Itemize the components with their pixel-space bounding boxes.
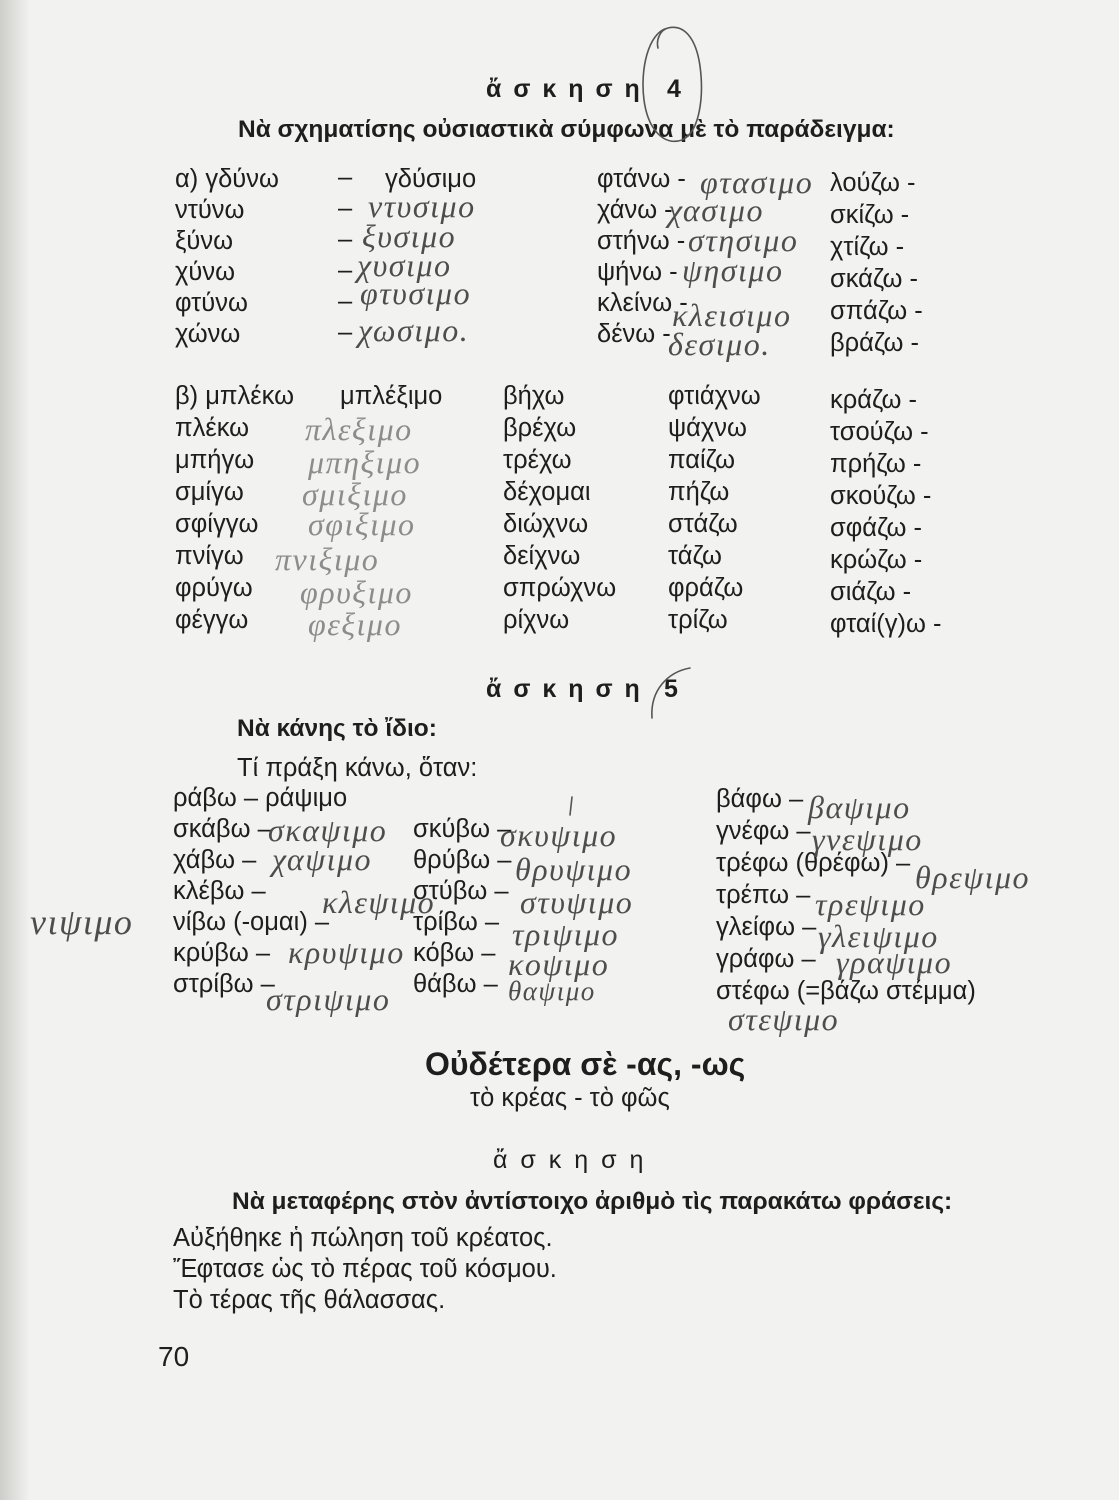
handwritten-answer: φρυξιμο bbox=[300, 574, 413, 610]
verb-item: χώνω bbox=[175, 320, 241, 348]
dash: – bbox=[338, 318, 353, 346]
sentence-item: Τὸ τέρας τῆς θάλασσας. bbox=[173, 1286, 446, 1314]
verb-item: πήζω bbox=[668, 478, 730, 506]
verb-item: τρέφω (θρέφω) – bbox=[716, 849, 911, 877]
handwritten-answer: στησιμο bbox=[688, 222, 799, 258]
verb-item: φτάνω - bbox=[597, 165, 686, 193]
handwritten-answer: χασιμο bbox=[668, 192, 764, 228]
last-exercise-instruction: Νὰ μεταφέρης στὸν ἀντίστοιχο ἀριθμὸ τὶς παρακάτω φράσεις: bbox=[232, 1188, 953, 1215]
verb-item: φράζω bbox=[668, 574, 744, 602]
sentence-item: Ἔφτασε ὡς τὸ πέρας τοῦ κόσμου. bbox=[173, 1255, 557, 1283]
verb-item: σπρώχνω bbox=[503, 574, 617, 602]
exercise-5-instruction: Νὰ κάνης τὸ ἴδιο: bbox=[237, 715, 437, 742]
handwritten-answer: θρυψιμο bbox=[515, 851, 633, 887]
verb-item: βήχω bbox=[503, 382, 565, 410]
verb-item: σιάζω - bbox=[830, 578, 912, 606]
handwritten-answer: ξυσιμο bbox=[362, 218, 457, 254]
verb-item: δέχομαι bbox=[503, 478, 591, 506]
handwritten-answer: φτυσιμο bbox=[360, 275, 472, 311]
dash: – bbox=[338, 194, 353, 222]
verb-item: σπάζω - bbox=[830, 297, 923, 325]
handwritten-answer: μπηξιμο bbox=[308, 444, 422, 480]
verb-item: νίβω (-ομαι) – bbox=[173, 908, 330, 936]
verb-item: φτύνω bbox=[175, 289, 248, 317]
verb-item: α) γδύνω bbox=[175, 165, 279, 193]
handwritten-answer: τριψιμο bbox=[512, 916, 620, 952]
verb-item: θάβω – bbox=[413, 970, 498, 998]
verb-item: στήνω - bbox=[597, 227, 686, 255]
verb-item: σκάβω – bbox=[173, 815, 272, 843]
handwritten-answer: ντυσιμο bbox=[368, 188, 476, 224]
verb-item: πνίγω bbox=[175, 542, 244, 570]
verb-item: γράφω – bbox=[716, 945, 816, 973]
tick-mark bbox=[570, 797, 572, 815]
handwritten-answer: γνεψιμο bbox=[812, 821, 923, 857]
page-number: 70 bbox=[158, 1341, 190, 1372]
verb-item: γλείφω – bbox=[716, 913, 817, 941]
handwritten-answer: πλεξιμο bbox=[305, 411, 413, 447]
verb-item: φτιάχνω bbox=[668, 382, 761, 410]
exercise-5-prompt: Τί πράξη κάνω, ὅταν: bbox=[237, 754, 478, 782]
exercise-5-title: ἄ σ κ η σ η bbox=[486, 675, 643, 703]
verb-item: τσούζω - bbox=[830, 418, 929, 446]
verb-item: κράζω - bbox=[830, 386, 918, 414]
verb-item: χτίζω - bbox=[830, 233, 905, 261]
handwritten-answer: σκυψιμο bbox=[500, 817, 618, 853]
verb-item: βράζω - bbox=[830, 329, 919, 357]
handwritten-answer: στεψιμο bbox=[728, 1001, 840, 1037]
verb-item: ντύνω bbox=[175, 196, 245, 224]
verb-item: φέγγω bbox=[175, 606, 249, 634]
handwritten-answer: χωσιμο. bbox=[358, 312, 470, 348]
verb-item: χάνω - bbox=[597, 196, 673, 224]
exercise-4-title: ἄ σ κ η σ η bbox=[486, 75, 643, 103]
handwritten-answer: χυσιμο bbox=[357, 247, 452, 283]
verb-item: στέφω (=βάζω στέμμα) bbox=[716, 977, 976, 1005]
verb-item: ρίχνω bbox=[503, 606, 570, 634]
verb-item: θρύβω – bbox=[413, 846, 512, 874]
verb-item: τάζω bbox=[668, 542, 722, 570]
example-answer: γδύσιμο bbox=[385, 165, 477, 193]
handwritten-answer: νιψιμο bbox=[30, 902, 134, 942]
handwritten-answer: τρεψιμο bbox=[815, 886, 926, 922]
dash: – bbox=[338, 256, 353, 284]
verb-item: δείχνω bbox=[503, 542, 581, 570]
dash: – bbox=[338, 287, 353, 315]
verb-item: σκούζω - bbox=[830, 482, 932, 510]
verb-item: στρίβω – bbox=[173, 970, 275, 998]
verb-item: κόβω – bbox=[413, 939, 496, 967]
exercise-4-instruction: Νὰ σχηματίσης οὐσιαστικὰ σύμφωνα μὲ τὸ παράδειγμα: bbox=[238, 116, 895, 143]
verb-item: τρέπω – bbox=[716, 881, 811, 909]
verb-item: χάβω – bbox=[173, 846, 257, 874]
verb-item: κρώζω - bbox=[830, 546, 923, 574]
handwritten-answer: στυψιμο bbox=[520, 884, 634, 920]
verb-item: παίζω bbox=[668, 446, 736, 474]
handwritten-answer: κλεισιμο bbox=[672, 297, 792, 333]
exercise-5-number: 5 bbox=[664, 675, 681, 703]
verb-item: σφάζω - bbox=[830, 514, 923, 542]
verb-item: ψήνω - bbox=[597, 258, 678, 286]
handwritten-answer: φτασιμο bbox=[700, 164, 814, 200]
handwritten-answer: θαψιμο bbox=[508, 976, 596, 1006]
handwritten-answer: στριψιμο bbox=[266, 981, 391, 1017]
exercise-5-example: ράβω – ράψιμο bbox=[173, 784, 348, 812]
verb-item: ψάχνω bbox=[668, 414, 747, 442]
verb-item: τρέχω bbox=[503, 446, 572, 474]
verb-item: κλέβω – bbox=[173, 877, 266, 905]
verb-item: στύβω – bbox=[413, 877, 509, 905]
verb-item: δένω - bbox=[597, 320, 671, 348]
verb-item: κρύβω – bbox=[173, 939, 271, 967]
example-answer: μπλέξιμο bbox=[340, 382, 443, 410]
handwritten-answer: γλειψιμο bbox=[818, 918, 939, 954]
dash: – bbox=[338, 225, 353, 253]
sentence-item: Αὐξήθηκε ἡ πώληση τοῦ κρέατος. bbox=[173, 1224, 553, 1252]
verb-item: γνέφω – bbox=[716, 817, 811, 845]
handwritten-answer: χαψιμο bbox=[272, 841, 373, 877]
handwritten-answer: κλεψιμο bbox=[322, 884, 436, 920]
verb-item: διώχνω bbox=[503, 510, 589, 538]
verb-item: μπήγω bbox=[175, 446, 255, 474]
bracket-mark bbox=[652, 668, 690, 718]
verb-item: πρήζω - bbox=[830, 450, 922, 478]
verb-item: σμίγω bbox=[175, 478, 244, 506]
verb-item: βρέχω bbox=[503, 414, 577, 442]
verb-item: σκίζω - bbox=[830, 201, 910, 229]
handwritten-answer: δεσιμο. bbox=[668, 326, 771, 362]
verb-item: χύνω bbox=[175, 258, 235, 286]
verb-item: τρίβω – bbox=[413, 908, 500, 936]
handwritten-answer: πνιξιμο bbox=[275, 541, 380, 577]
handwritten-answer: σμιξιμο bbox=[302, 476, 408, 512]
handwritten-answer: κρυψιμο bbox=[288, 934, 405, 970]
verb-item: σφίγγω bbox=[175, 510, 259, 538]
verb-item: σκύβω – bbox=[413, 815, 512, 843]
verb-item: πλέκω bbox=[175, 414, 250, 442]
verb-item: τρίζω bbox=[668, 606, 728, 634]
handwritten-answer: ψησιμο bbox=[682, 252, 784, 288]
handwritten-answer: σφιξιμο bbox=[308, 506, 416, 542]
verb-item: φρύγω bbox=[175, 574, 253, 602]
section-heading: Οὐδέτερα σὲ -ας, -ως bbox=[425, 1046, 746, 1082]
verb-item: στάζω bbox=[668, 510, 738, 538]
verb-item: φταί(γ)ω - bbox=[830, 610, 942, 638]
dash: – bbox=[338, 163, 353, 191]
verb-item: λούζω - bbox=[830, 169, 916, 197]
handwritten-answer: σκαψιμο bbox=[268, 812, 388, 848]
handwritten-answer: θρεψιμο bbox=[915, 859, 1031, 895]
handwritten-answer: γραψιμο bbox=[836, 944, 953, 980]
verb-item: σκάζω - bbox=[830, 265, 918, 293]
exercise-4-number: 4 bbox=[667, 75, 684, 103]
verb-item: κλείνω - bbox=[597, 289, 688, 317]
section-examples: τὸ κρέας - τὸ φῶς bbox=[470, 1084, 670, 1112]
handwritten-answer: κοψιμο bbox=[508, 946, 610, 982]
handwritten-answer: φεξιμο bbox=[308, 606, 402, 642]
circle-mark bbox=[643, 27, 701, 141]
verb-item: ξύνω bbox=[175, 227, 234, 255]
last-exercise-title: ἄ σ κ η σ η bbox=[493, 1146, 647, 1174]
verb-item: β) μπλέκω bbox=[175, 382, 294, 410]
handwritten-answer: βαψιμο bbox=[808, 789, 911, 825]
verb-item: βάφω – bbox=[716, 785, 804, 813]
